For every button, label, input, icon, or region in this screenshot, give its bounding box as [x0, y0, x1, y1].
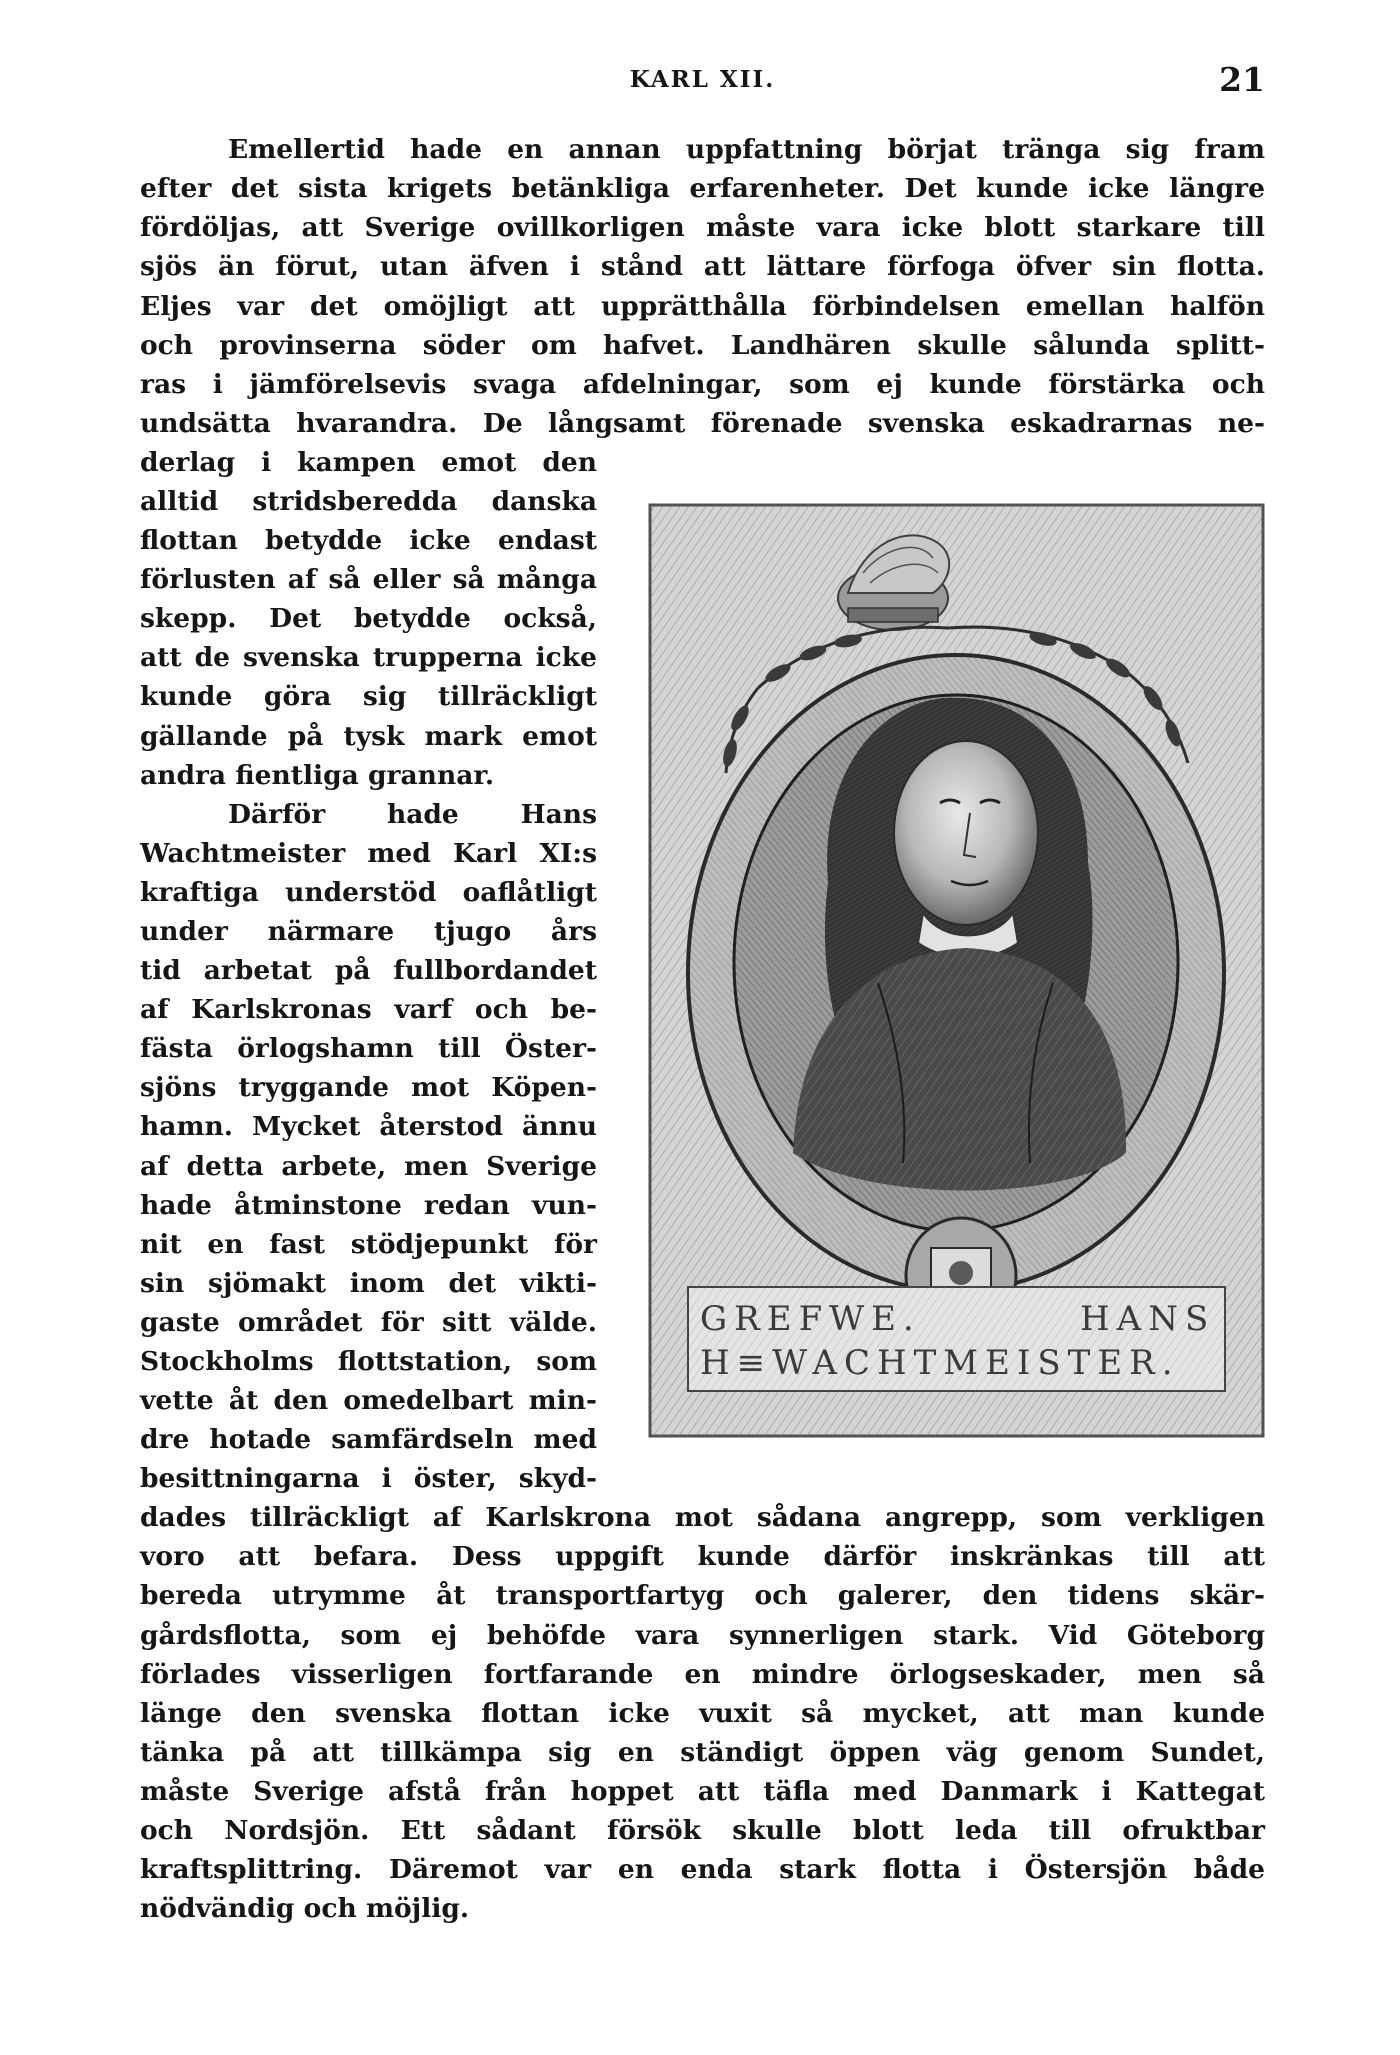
text-line: nit en fast stödjepunkt för [140, 1229, 597, 1260]
text-line: bereda utrymme åt transportfartyg och galerer, den tidens skär- [140, 1580, 1265, 1611]
text-line: andra fientliga grannar. [140, 760, 495, 791]
text-line: och Nordsjön. Ett sådant försök skulle blott leda till ofruktbar [140, 1815, 1265, 1846]
text-line: sin sjömakt inom det vikti- [140, 1268, 597, 1299]
text-line: besittningarna i öster, skyd- [140, 1463, 597, 1494]
text-line: hamn. Mycket återstod ännu [140, 1111, 597, 1142]
text-line: gårdsflotta, som ej behöfde vara synnerligen stark. Vid Göteborg [140, 1620, 1265, 1651]
portrait-engraving [648, 503, 1265, 1438]
text-line: voro att befara. Dess uppgift kunde därför inskränkas till att [140, 1541, 1265, 1572]
caption-wachtmeister: H≡WACHTMEISTER. [700, 1343, 1180, 1383]
text-line: Därför hade Hans [228, 799, 597, 830]
text-line: fästa örlogshamn till Öster- [140, 1033, 597, 1064]
text-line: Eljes var det omöjligt att upprätthålla förbindelsen emellan halfön [140, 291, 1265, 322]
text-line: alltid stridsberedda danska [140, 486, 597, 517]
running-head [140, 58, 1265, 108]
text-line: kraftiga understöd oaflåtligt [140, 877, 597, 908]
running-title: KARL XII. [629, 66, 776, 93]
text-line: förlades visserligen fortfarande en mindre örlogseskader, men så [140, 1659, 1265, 1690]
text-line: länge den svenska flottan icke vuxit så mycket, att man kunde [140, 1698, 1265, 1729]
text-line: efter det sista krigets betänkliga erfarenheter. Det kunde icke längre [140, 173, 1265, 204]
text-line: sjöns tryggande mot Köpen- [140, 1072, 597, 1103]
text-line: Emellertid hade en annan uppfattning börjat tränga sig fram [228, 134, 1265, 165]
text-line: förlusten af så eller så många [140, 564, 597, 595]
text-line: gällande på tysk mark emot [140, 721, 597, 752]
text-line: af Karlskronas varf och be- [140, 994, 597, 1025]
text-line: dre hotade samfärdseln med [140, 1424, 597, 1455]
text-line: gaste området för sitt välde. [140, 1307, 597, 1338]
text-line: dades tillräckligt af Karlskrona mot sådana angrepp, som verkligen [140, 1502, 1265, 1533]
text-line: måste Sverige afstå från hoppet att täfla med Danmark i Kattegat [140, 1776, 1265, 1807]
text-line: hade åtminstone redan vun- [140, 1190, 597, 1221]
engraving-artwork [648, 503, 1265, 1438]
text-line: ras i jämförelsevis svaga afdelningar, som ej kunde förstärka och [140, 369, 1265, 400]
text-line: flottan betydde icke endast [140, 525, 597, 556]
text-line: kraftsplittring. Däremot var en enda stark flotta i Östersjön både [140, 1854, 1265, 1885]
text-line: kunde göra sig tillräckligt [140, 681, 597, 712]
caption-grefwe: GREFWE. [700, 1299, 921, 1339]
text-line: skepp. Det betydde också, [140, 603, 597, 634]
text-line: sjös än förut, utan äfven i stånd att lättare förfoga öfver sin flotta. [140, 251, 1265, 282]
text-line: tänka på att tillkämpa sig en ständigt öppen väg genom Sundet, [140, 1737, 1265, 1768]
text-line: tid arbetat på fullbordandet [140, 955, 597, 986]
text-line: och provinserna söder om hafvet. Landhären skulle sålunda splitt- [140, 330, 1265, 361]
portrait-figure [734, 695, 1178, 1231]
text-line: derlag i kampen emot den [140, 447, 597, 478]
text-line: Wachtmeister med Karl XI:s [140, 838, 597, 869]
text-line: Stockholms flottstation, som [140, 1346, 597, 1377]
text-line: undsätta hvarandra. De långsamt förenade svenska eskadrarnas ne- [140, 408, 1265, 439]
page-number: 21 [1219, 60, 1265, 99]
text-line: att de svenska trupperna icke [140, 642, 597, 673]
text-line: fördöljas, att Sverige ovillkorligen måste vara icke blott starkare till [140, 212, 1265, 243]
text-line: vette åt den omedelbart min- [140, 1385, 597, 1416]
text-line: under närmare tjugo års [140, 916, 597, 947]
text-line: nödvändig och möjlig. [140, 1893, 470, 1924]
caption-hans: HANS [1080, 1299, 1216, 1339]
text-line: af detta arbete, men Sverige [140, 1151, 597, 1182]
